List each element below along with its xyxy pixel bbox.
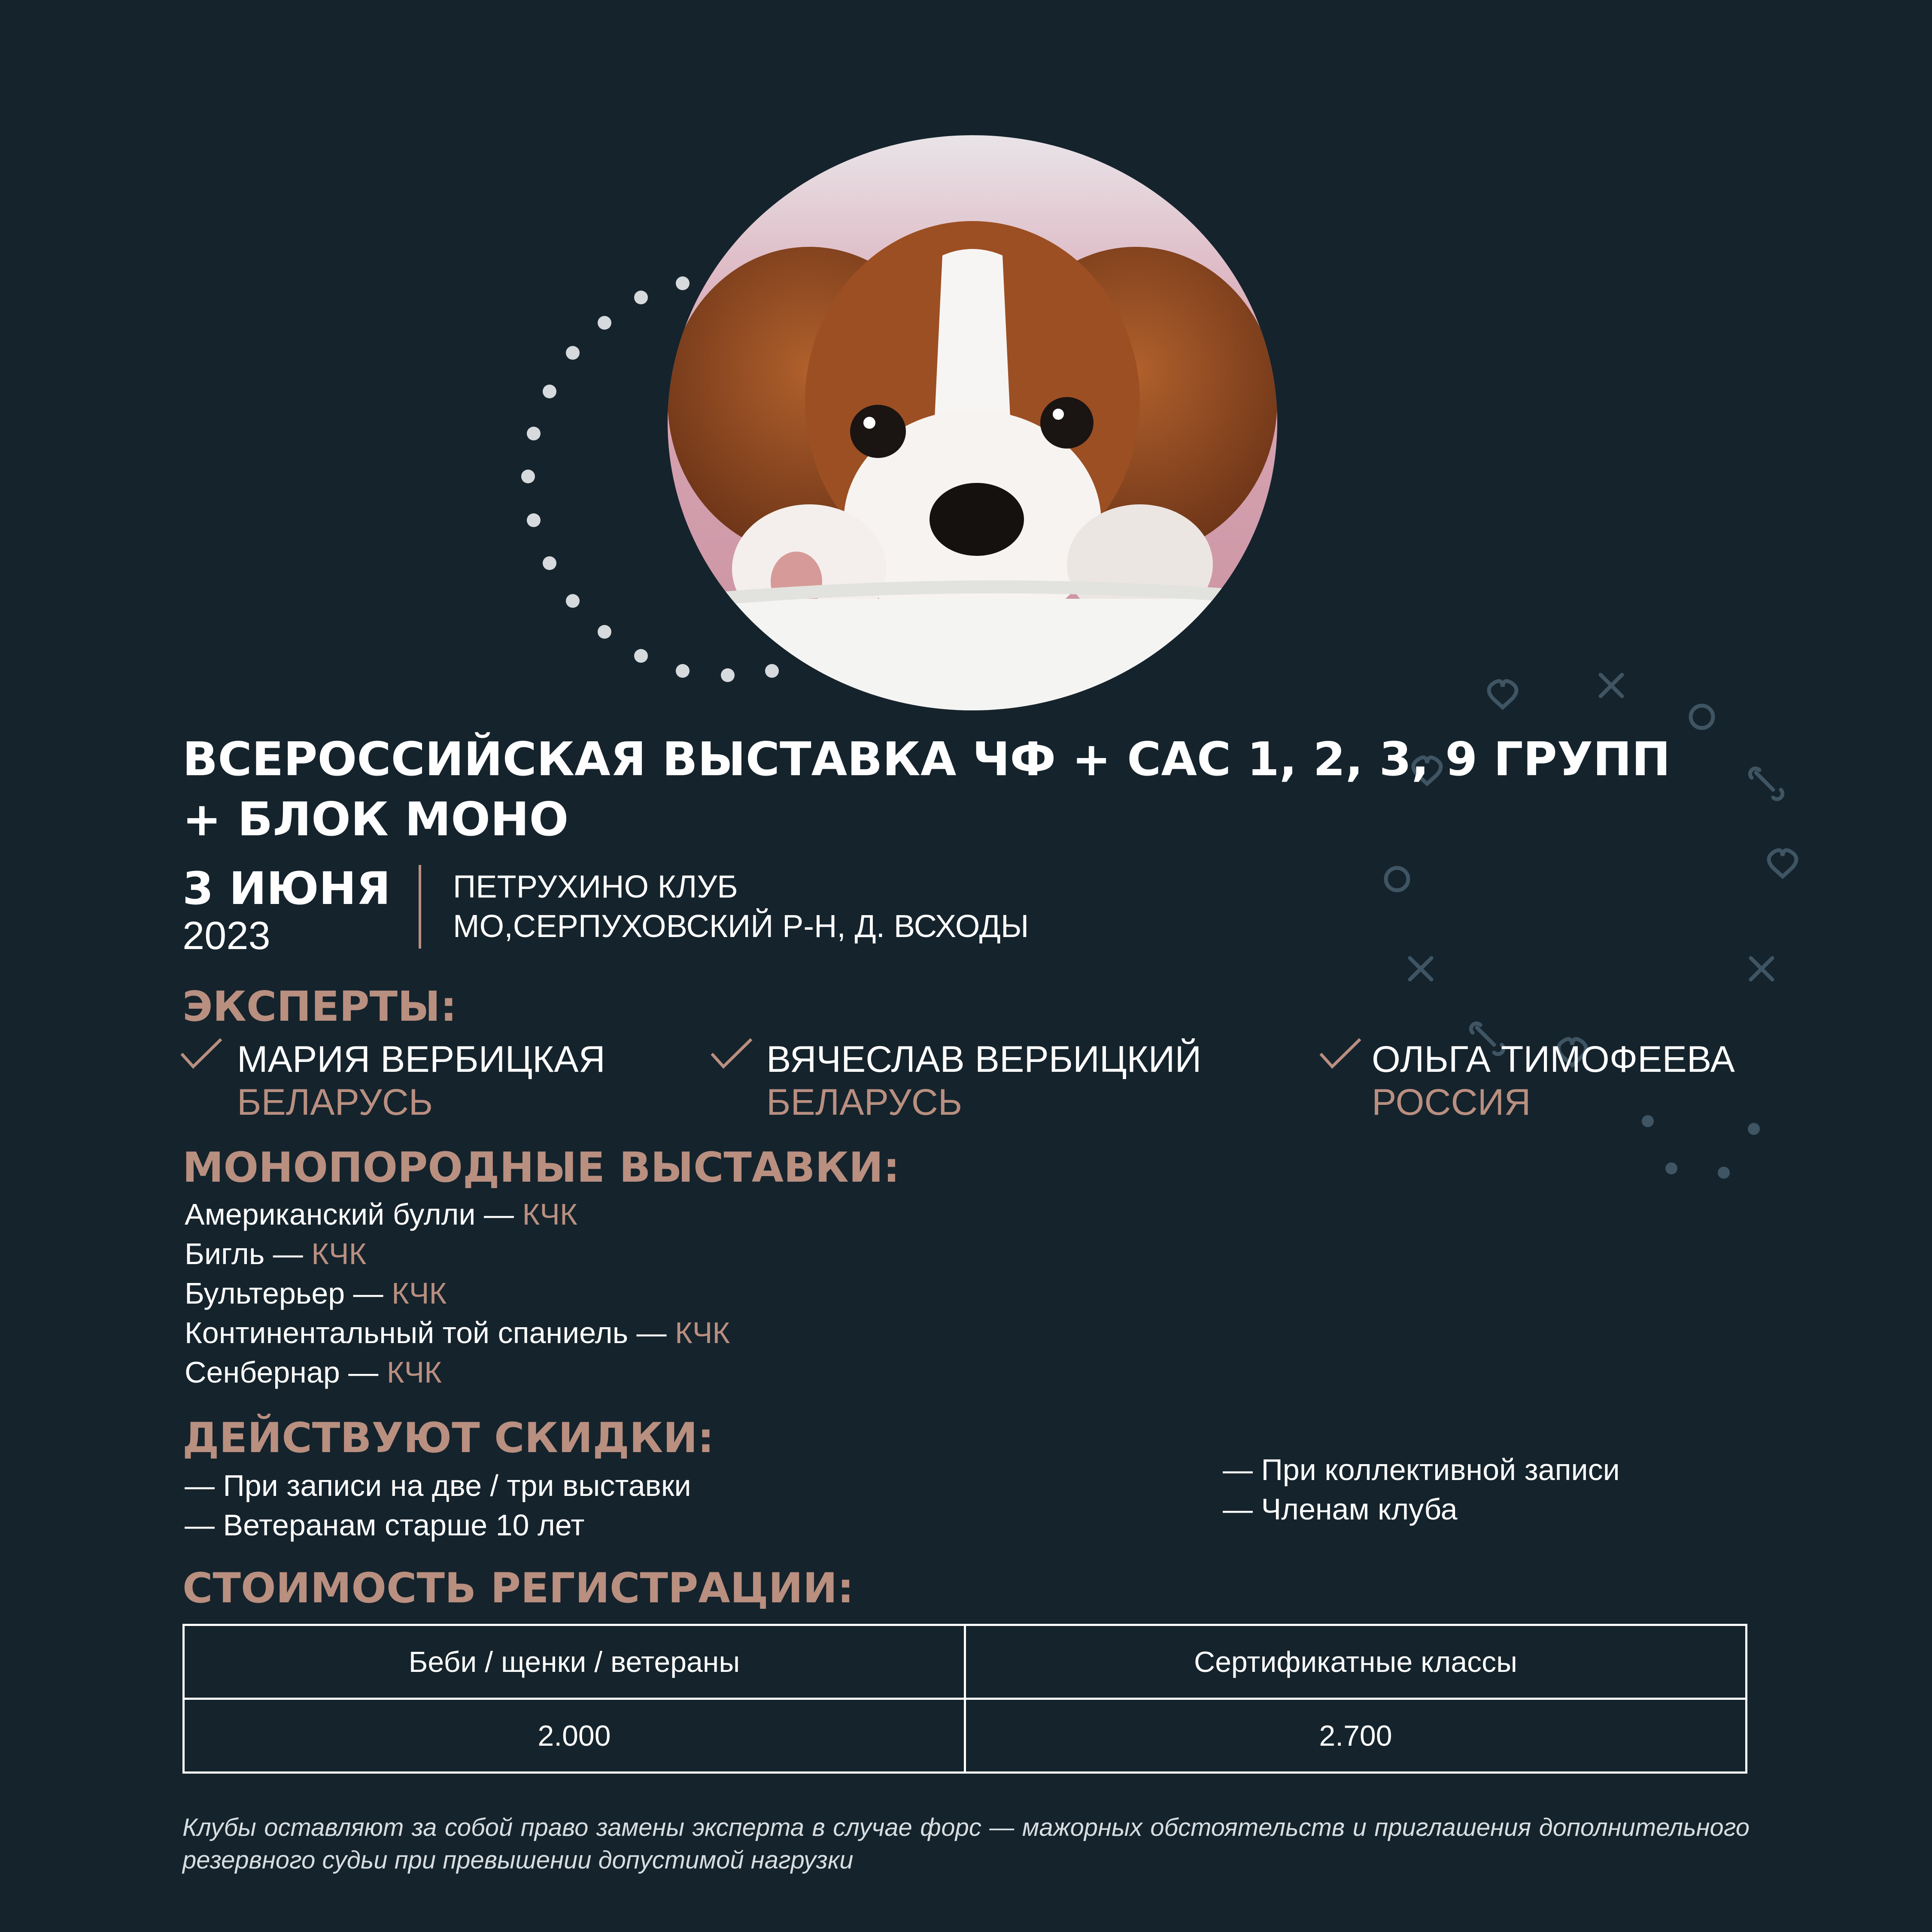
breed-title: КЧК xyxy=(386,1356,442,1389)
table-row xyxy=(184,1625,1747,1699)
pricing-header-junior: Беби / щенки / ветераны xyxy=(184,1625,965,1699)
list-item xyxy=(185,1274,730,1313)
expert-name: ОЛЬГА ТИМОФЕЕВА xyxy=(1372,1039,1735,1080)
event-date: 3 ИЮНЯ xyxy=(182,862,391,915)
breed-title: КЧК xyxy=(311,1237,367,1271)
pricing-header-certificate: Сертификатные классы xyxy=(965,1625,1747,1699)
discounts-left xyxy=(185,1466,691,1545)
breed-name: Сенбернар — xyxy=(185,1356,387,1389)
breed-name: Бультерьер — xyxy=(185,1277,392,1310)
mono-list xyxy=(185,1195,730,1392)
expert-3 xyxy=(1372,1038,1735,1124)
discounts-heading: ДЕЙСТВУЮТ СКИДКИ: xyxy=(182,1414,714,1462)
pricing-value-certificate: 2.700 xyxy=(965,1699,1747,1773)
pricing-heading: СТОИМОСТЬ РЕГИСТРАЦИИ: xyxy=(182,1564,854,1612)
check-icon xyxy=(1317,1037,1364,1071)
puppy-photo xyxy=(668,135,1277,710)
expert-country: БЕЛАРУСЬ xyxy=(237,1082,433,1123)
pricing-table xyxy=(182,1624,1747,1774)
event-title-line2: + БЛОК МОНО xyxy=(182,793,569,846)
check-icon xyxy=(178,1037,225,1071)
venue xyxy=(453,867,1029,946)
disclaimer-note: Клубы оставляют за собой право замены эксперта в случае форс — мажорных обстоятельств и приглашения дополнительного резервного судьи при превышении допустимой нагрузки xyxy=(182,1814,1750,1874)
discount-item: — При коллективной записи xyxy=(1223,1453,1620,1486)
discounts-right xyxy=(1223,1450,1620,1529)
breed-title: КЧК xyxy=(392,1277,447,1310)
breed-name: Американский булли — xyxy=(185,1198,522,1231)
list-item xyxy=(185,1195,730,1234)
expert-country: БЕЛАРУСЬ xyxy=(766,1082,963,1123)
expert-1 xyxy=(237,1038,605,1124)
date-divider xyxy=(419,865,421,949)
event-year: 2023 xyxy=(182,914,270,958)
breed-name: Бигль — xyxy=(185,1237,312,1271)
expert-country: РОССИЯ xyxy=(1372,1082,1531,1123)
discount-item: — При записи на две / три выставки xyxy=(185,1469,691,1502)
venue-address: МО,СЕРПУХОВСКИЙ Р-Н, Д. ВСХОДЫ xyxy=(453,908,1029,944)
discount-item: — Членам клуба xyxy=(1223,1492,1458,1526)
breed-name: Континентальный той спаниель — xyxy=(185,1316,675,1350)
list-item xyxy=(185,1313,730,1353)
breed-title: КЧК xyxy=(522,1198,577,1231)
list-item xyxy=(185,1353,730,1392)
expert-2 xyxy=(766,1038,1201,1124)
pricing-value-junior: 2.000 xyxy=(184,1699,965,1773)
mono-heading: МОНОПОРОДНЫЕ ВЫСТАВКИ: xyxy=(182,1143,900,1192)
event-title xyxy=(182,730,1771,850)
event-title-line1: ВСЕРОССИЙСКАЯ ВЫСТАВКА ЧФ + САС 1, 2, 3, 9 ГРУПП xyxy=(182,733,1671,786)
expert-name: ВЯЧЕСЛАВ ВЕРБИЦКИЙ xyxy=(766,1039,1202,1080)
table-row xyxy=(184,1699,1747,1773)
venue-name: ПЕТРУХИНО КЛУБ xyxy=(453,869,738,904)
check-icon xyxy=(708,1037,756,1071)
discount-item: — Ветеранам старше 10 лет xyxy=(185,1508,585,1542)
experts-heading: ЭКСПЕРТЫ: xyxy=(182,983,457,1031)
breed-title: КЧК xyxy=(674,1316,730,1350)
list-item xyxy=(185,1234,730,1274)
expert-name: МАРИЯ ВЕРБИЦКАЯ xyxy=(237,1039,605,1080)
